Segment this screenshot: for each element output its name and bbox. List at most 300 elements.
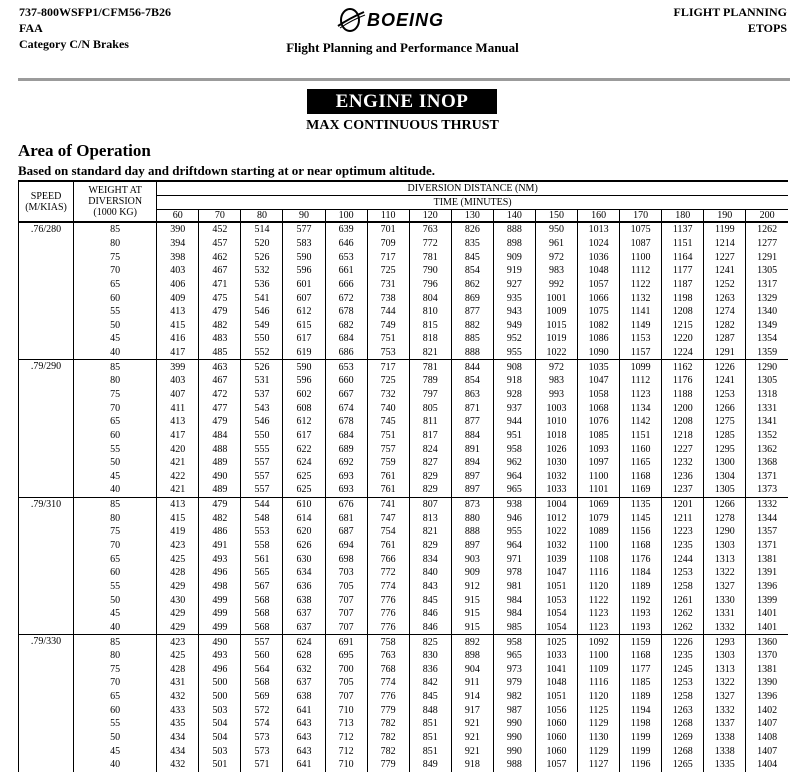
distance-cell: 417 xyxy=(170,429,186,441)
distance-cell: 1258 xyxy=(662,580,704,594)
distance-cell: 1252 xyxy=(704,278,746,292)
table-row xyxy=(19,580,789,594)
distance-cell: 1338 xyxy=(704,744,746,758)
distance-cell: 434 xyxy=(170,732,186,744)
distance-cell: 897 xyxy=(451,483,493,497)
distance-cell: 1253 xyxy=(662,676,704,690)
distance-cell: 877 xyxy=(451,305,493,319)
distance-cell: 483 xyxy=(199,332,241,346)
distance-cell: 1285 xyxy=(704,429,746,443)
distance-cell: 1390 xyxy=(746,676,788,690)
time-column-header: 180 xyxy=(662,210,704,223)
distance-cell: 643 xyxy=(283,744,325,758)
time-column-header: 60 xyxy=(157,210,199,223)
distance-cell: 479 xyxy=(199,305,241,319)
distance-cell: 1404 xyxy=(746,758,788,772)
table-row xyxy=(19,566,789,580)
distance-cell: 919 xyxy=(493,264,535,278)
distance-cell: 845 xyxy=(409,593,451,607)
distance-cell: 1322 xyxy=(704,676,746,690)
distance-cell: 1145 xyxy=(620,511,662,525)
weight-cell: 80 xyxy=(74,237,157,251)
distance-cell: 884 xyxy=(451,429,493,443)
distance-cell: 1068 xyxy=(578,401,620,415)
distance-cell: 1051 xyxy=(535,580,577,594)
distance-cell: 1407 xyxy=(746,717,788,731)
distance-cell: 601 xyxy=(283,278,325,292)
section-note: Based on standard day and driftdown starting at or near optimum altitude. xyxy=(18,163,436,178)
distance-cell: 897 xyxy=(451,539,493,553)
distance-cell: 537 xyxy=(241,388,283,402)
distance-cell: 1317 xyxy=(746,278,788,292)
distance-cell: 1089 xyxy=(578,525,620,539)
distance-cell: 835 xyxy=(451,237,493,251)
distance-cell: 1262 xyxy=(662,621,704,635)
distance-cell: 608 xyxy=(283,401,325,415)
distance-cell: 1169 xyxy=(620,483,662,497)
distance-cell: 491 xyxy=(199,539,241,553)
table-row xyxy=(19,237,789,251)
distance-cell: 990 xyxy=(493,744,535,758)
table-row xyxy=(19,305,789,319)
distance-cell: 1177 xyxy=(662,264,704,278)
weight-cell: 55 xyxy=(74,580,157,594)
distance-cell: 610 xyxy=(283,497,325,511)
distance-cell: 1100 xyxy=(578,649,620,663)
table-row xyxy=(19,593,789,607)
distance-cell: 1090 xyxy=(578,346,620,360)
table-row xyxy=(19,607,789,621)
distance-cell: 472 xyxy=(199,388,241,402)
distance-cell: 781 xyxy=(409,250,451,264)
distance-cell: 955 xyxy=(493,525,535,539)
distance-cell: 432 xyxy=(170,759,186,771)
distance-cell: 712 xyxy=(325,744,367,758)
distance-cell: 749 xyxy=(367,318,409,332)
distance-cell: 503 xyxy=(199,744,241,758)
distance-cell: 612 xyxy=(283,415,325,429)
distance-cell: 1266 xyxy=(704,401,746,415)
table-row xyxy=(19,483,789,497)
distance-cell: 917 xyxy=(451,703,493,717)
distance-cell: 983 xyxy=(535,374,577,388)
distance-cell: 988 xyxy=(493,758,535,772)
distance-cell: 949 xyxy=(493,318,535,332)
distance-cell: 779 xyxy=(367,703,409,717)
distance-cell: 1135 xyxy=(620,497,662,511)
distance-cell: 490 xyxy=(199,635,241,649)
distance-cell: 568 xyxy=(241,676,283,690)
weight-cell: 40 xyxy=(74,483,157,497)
distance-cell: 638 xyxy=(283,593,325,607)
distance-cell: 1057 xyxy=(578,278,620,292)
distance-cell: 1224 xyxy=(662,346,704,360)
distance-cell: 1396 xyxy=(746,580,788,594)
distance-cell: 707 xyxy=(325,690,367,704)
distance-cell: 790 xyxy=(409,264,451,278)
distance-cell: 637 xyxy=(283,607,325,621)
distance-cell: 1003 xyxy=(535,401,577,415)
distance-cell: 596 xyxy=(283,264,325,278)
distance-cell: 921 xyxy=(451,731,493,745)
distance-cell: 1047 xyxy=(578,374,620,388)
distance-cell: 1120 xyxy=(578,690,620,704)
distance-cell: 946 xyxy=(493,511,535,525)
distance-cell: 937 xyxy=(493,401,535,415)
distance-cell: 574 xyxy=(241,717,283,731)
distance-cell: 1162 xyxy=(662,360,704,374)
table-row xyxy=(19,429,789,443)
time-column-header: 80 xyxy=(241,210,283,223)
distance-cell: 1370 xyxy=(746,649,788,663)
distance-cell: 1199 xyxy=(704,222,746,237)
distance-cell: 898 xyxy=(493,237,535,251)
distance-cell: 984 xyxy=(493,607,535,621)
distance-cell: 1262 xyxy=(662,607,704,621)
distance-cell: 638 xyxy=(283,690,325,704)
distance-cell: 1287 xyxy=(704,332,746,346)
distance-cell: 622 xyxy=(283,442,325,456)
distance-cell: 557 xyxy=(241,456,283,470)
table-row xyxy=(19,388,789,402)
distance-cell: 763 xyxy=(367,649,409,663)
distance-cell: 1381 xyxy=(746,663,788,677)
distance-cell: 617 xyxy=(283,429,325,443)
distance-cell: 514 xyxy=(241,222,283,237)
distance-cell: 944 xyxy=(493,415,535,429)
distance-cell: 568 xyxy=(241,607,283,621)
distance-cell: 1277 xyxy=(746,237,788,251)
weight-cell: 75 xyxy=(74,250,157,264)
distance-cell: 818 xyxy=(409,332,451,346)
table-row xyxy=(19,264,789,278)
distance-cell: 1401 xyxy=(746,607,788,621)
distance-cell: 567 xyxy=(241,580,283,594)
distance-cell: 700 xyxy=(325,663,367,677)
distance-cell: 1056 xyxy=(535,703,577,717)
distance-cell: 943 xyxy=(493,305,535,319)
distance-cell: 1327 xyxy=(704,580,746,594)
distance-cell: 637 xyxy=(283,621,325,635)
distance-cell: 420 xyxy=(170,443,186,455)
time-column-header: 130 xyxy=(451,210,493,223)
distance-cell: 950 xyxy=(535,222,577,237)
distance-cell: 477 xyxy=(199,401,241,415)
table-row xyxy=(19,511,789,525)
distance-cell: 1129 xyxy=(578,744,620,758)
table-row xyxy=(19,635,789,649)
distance-cell: 827 xyxy=(409,456,451,470)
distance-cell: 982 xyxy=(493,690,535,704)
distance-cell: 1100 xyxy=(578,539,620,553)
weight-cell: 75 xyxy=(74,388,157,402)
distance-cell: 1153 xyxy=(620,332,662,346)
distance-cell: 619 xyxy=(283,346,325,360)
distance-cell: 1381 xyxy=(746,552,788,566)
weight-cell: 85 xyxy=(74,635,157,649)
distance-cell: 971 xyxy=(493,552,535,566)
distance-cell: 840 xyxy=(409,566,451,580)
weight-cell: 45 xyxy=(74,470,157,484)
distance-cell: 399 xyxy=(157,360,199,374)
brake-category-line: Category C/N Brakes xyxy=(19,37,129,51)
distance-cell: 1053 xyxy=(535,593,577,607)
time-column-header: 190 xyxy=(704,210,746,223)
distance-cell: 1371 xyxy=(746,470,788,484)
distance-cell: 1200 xyxy=(662,401,704,415)
distance-cell: 761 xyxy=(367,470,409,484)
distance-cell: 398 xyxy=(170,251,186,263)
distance-cell: 1318 xyxy=(746,388,788,402)
distance-cell: 686 xyxy=(325,346,367,360)
distance-cell: 1125 xyxy=(578,703,620,717)
distance-cell: 484 xyxy=(199,429,241,443)
distance-cell: 684 xyxy=(325,429,367,443)
distance-cell: 805 xyxy=(409,401,451,415)
distance-cell: 628 xyxy=(283,649,325,663)
distance-cell: 725 xyxy=(367,264,409,278)
distance-cell: 435 xyxy=(170,718,186,730)
weight-cell: 60 xyxy=(74,429,157,443)
table-row xyxy=(19,497,789,511)
distance-cell: 693 xyxy=(325,470,367,484)
table-header xyxy=(19,181,789,222)
distance-cell: 962 xyxy=(493,456,535,470)
distance-cell: 1132 xyxy=(620,291,662,305)
distance-cell: 776 xyxy=(367,607,409,621)
distance-cell: 692 xyxy=(325,456,367,470)
distance-cell: 1033 xyxy=(535,649,577,663)
distance-cell: 774 xyxy=(367,676,409,690)
weight-header-line: DIVERSION xyxy=(88,196,143,207)
weight-cell: 60 xyxy=(74,566,157,580)
distance-cell: 1262 xyxy=(746,222,788,237)
weight-cell: 65 xyxy=(74,552,157,566)
table-row xyxy=(19,744,789,758)
distance-cell: 1327 xyxy=(704,690,746,704)
distance-cell: 1349 xyxy=(746,318,788,332)
distance-cell: 1338 xyxy=(704,731,746,745)
distance-cell: 499 xyxy=(199,607,241,621)
distance-cell: 1313 xyxy=(704,663,746,677)
distance-cell: 1022 xyxy=(535,525,577,539)
distance-cell: 978 xyxy=(493,566,535,580)
table-row xyxy=(19,401,789,415)
table-body xyxy=(19,222,789,772)
distance-cell: 493 xyxy=(199,552,241,566)
distance-cell: 550 xyxy=(241,332,283,346)
distance-cell: 625 xyxy=(283,483,325,497)
distance-cell: 885 xyxy=(451,332,493,346)
distance-cell: 740 xyxy=(367,401,409,415)
distance-cell: 691 xyxy=(325,635,367,649)
distance-cell: 1223 xyxy=(662,525,704,539)
distance-cell: 419 xyxy=(170,526,186,538)
distance-cell: 774 xyxy=(367,580,409,594)
distance-cell: 1258 xyxy=(662,690,704,704)
distance-cell: 965 xyxy=(493,483,535,497)
distance-cell: 421 xyxy=(170,484,186,496)
distance-cell: 1305 xyxy=(746,374,788,388)
distance-cell: 744 xyxy=(367,305,409,319)
distance-cell: 413 xyxy=(170,416,186,428)
distance-cell: 1237 xyxy=(662,483,704,497)
weight-cell: 40 xyxy=(74,621,157,635)
distance-cell: 958 xyxy=(493,635,535,649)
distance-cell: 653 xyxy=(325,250,367,264)
distance-cell: 703 xyxy=(325,566,367,580)
distance-cell: 1060 xyxy=(535,744,577,758)
distance-cell: 637 xyxy=(283,676,325,690)
time-column-header: 160 xyxy=(578,210,620,223)
distance-cell: 1032 xyxy=(535,470,577,484)
distance-cell: 705 xyxy=(325,580,367,594)
distance-cell: 541 xyxy=(241,291,283,305)
distance-cell: 548 xyxy=(241,511,283,525)
distance-cell: 797 xyxy=(409,388,451,402)
distance-cell: 707 xyxy=(325,593,367,607)
distance-cell: 694 xyxy=(325,539,367,553)
distance-cell: 1159 xyxy=(620,635,662,649)
distance-cell: 1401 xyxy=(746,621,788,635)
distance-cell: 825 xyxy=(409,635,451,649)
speed-cell: .79/330 xyxy=(19,635,74,772)
distance-cell: 1402 xyxy=(746,703,788,717)
distance-cell: 1130 xyxy=(578,731,620,745)
distance-cell: 698 xyxy=(325,552,367,566)
distance-cell: 1004 xyxy=(535,497,577,511)
time-column-header: 90 xyxy=(283,210,325,223)
distance-cell: 915 xyxy=(451,593,493,607)
distance-cell: 829 xyxy=(409,539,451,553)
distance-cell: 1047 xyxy=(535,566,577,580)
distance-cell: 754 xyxy=(367,525,409,539)
distance-cell: 1054 xyxy=(535,621,577,635)
distance-cell: 712 xyxy=(325,731,367,745)
table-row xyxy=(19,222,789,237)
distance-cell: 429 xyxy=(170,621,186,633)
distance-cell: 810 xyxy=(409,305,451,319)
distance-cell: 768 xyxy=(367,663,409,677)
distance-cell: 1227 xyxy=(704,250,746,264)
distance-cell: 1085 xyxy=(578,429,620,443)
distance-cell: 653 xyxy=(325,360,367,374)
distance-cell: 1245 xyxy=(662,663,704,677)
distance-cell: 836 xyxy=(409,663,451,677)
distance-cell: 1263 xyxy=(662,703,704,717)
distance-cell: 863 xyxy=(451,388,493,402)
table-row xyxy=(19,456,789,470)
distance-cell: 1058 xyxy=(578,388,620,402)
distance-cell: 1075 xyxy=(620,222,662,237)
distance-cell: 422 xyxy=(170,470,186,482)
distance-cell: 709 xyxy=(367,237,409,251)
distance-cell: 757 xyxy=(367,442,409,456)
distance-cell: 555 xyxy=(241,442,283,456)
distance-cell: 1331 xyxy=(746,401,788,415)
distance-cell: 482 xyxy=(199,511,241,525)
distance-cell: 738 xyxy=(367,291,409,305)
distance-cell: 1025 xyxy=(535,635,577,649)
time-column-header: 100 xyxy=(325,210,367,223)
distance-cell: 1141 xyxy=(620,305,662,319)
distance-cell: 1112 xyxy=(620,264,662,278)
distance-cell: 1142 xyxy=(620,415,662,429)
weight-unit-line: (1000 KG) xyxy=(93,207,137,218)
distance-cell: 1335 xyxy=(704,758,746,772)
distance-cell: 1137 xyxy=(662,222,704,237)
distance-cell: 964 xyxy=(493,470,535,484)
distance-cell: 394 xyxy=(170,237,186,249)
distance-cell: 1291 xyxy=(746,250,788,264)
table-row xyxy=(19,332,789,346)
distance-cell: 1079 xyxy=(578,511,620,525)
table-row xyxy=(19,415,789,429)
distance-cell: 1201 xyxy=(662,497,704,511)
distance-cell: 781 xyxy=(409,360,451,374)
distance-cell: 829 xyxy=(409,470,451,484)
table-row xyxy=(19,758,789,772)
distance-cell: 646 xyxy=(325,237,367,251)
distance-cell: 415 xyxy=(170,512,186,524)
weight-cell: 60 xyxy=(74,703,157,717)
distance-cell: 851 xyxy=(409,744,451,758)
distance-cell: 632 xyxy=(283,663,325,677)
distance-cell: 403 xyxy=(170,375,186,387)
distance-cell: 1313 xyxy=(704,552,746,566)
distance-cell: 1208 xyxy=(662,415,704,429)
distance-cell: 678 xyxy=(325,305,367,319)
distance-cell: 1097 xyxy=(578,456,620,470)
distance-cell: 390 xyxy=(157,222,199,237)
distance-cell: 590 xyxy=(283,360,325,374)
distance-cell: 1329 xyxy=(746,291,788,305)
distance-cell: 1371 xyxy=(746,539,788,553)
distance-cell: 407 xyxy=(170,389,186,400)
distance-cell: 462 xyxy=(199,250,241,264)
distance-cell: 643 xyxy=(283,731,325,745)
distance-cell: 741 xyxy=(367,497,409,511)
table-row xyxy=(19,676,789,690)
distance-cell: 573 xyxy=(241,731,283,745)
distance-cell: 482 xyxy=(199,318,241,332)
distance-cell: 498 xyxy=(199,580,241,594)
distance-cell: 952 xyxy=(493,332,535,346)
distance-cell: 667 xyxy=(325,388,367,402)
weight-cell: 45 xyxy=(74,744,157,758)
distance-cell: 1177 xyxy=(620,663,662,677)
weight-cell: 40 xyxy=(74,758,157,772)
distance-cell: 1344 xyxy=(746,511,788,525)
distance-cell: 1092 xyxy=(578,635,620,649)
distance-cell: 479 xyxy=(199,415,241,429)
time-column-header: 200 xyxy=(746,210,788,223)
distance-cell: 596 xyxy=(283,374,325,388)
distance-cell: 958 xyxy=(493,442,535,456)
distance-cell: 782 xyxy=(367,717,409,731)
weight-cell: 80 xyxy=(74,649,157,663)
distance-cell: 1235 xyxy=(662,539,704,553)
distance-cell: 1226 xyxy=(662,635,704,649)
distance-cell: 1122 xyxy=(578,593,620,607)
distance-cell: 897 xyxy=(451,470,493,484)
distance-cell: 617 xyxy=(283,332,325,346)
weight-cell: 45 xyxy=(74,332,157,346)
distance-cell: 1193 xyxy=(620,621,662,635)
distance-cell: 1290 xyxy=(746,360,788,374)
distance-cell: 903 xyxy=(451,552,493,566)
table-row xyxy=(19,690,789,704)
